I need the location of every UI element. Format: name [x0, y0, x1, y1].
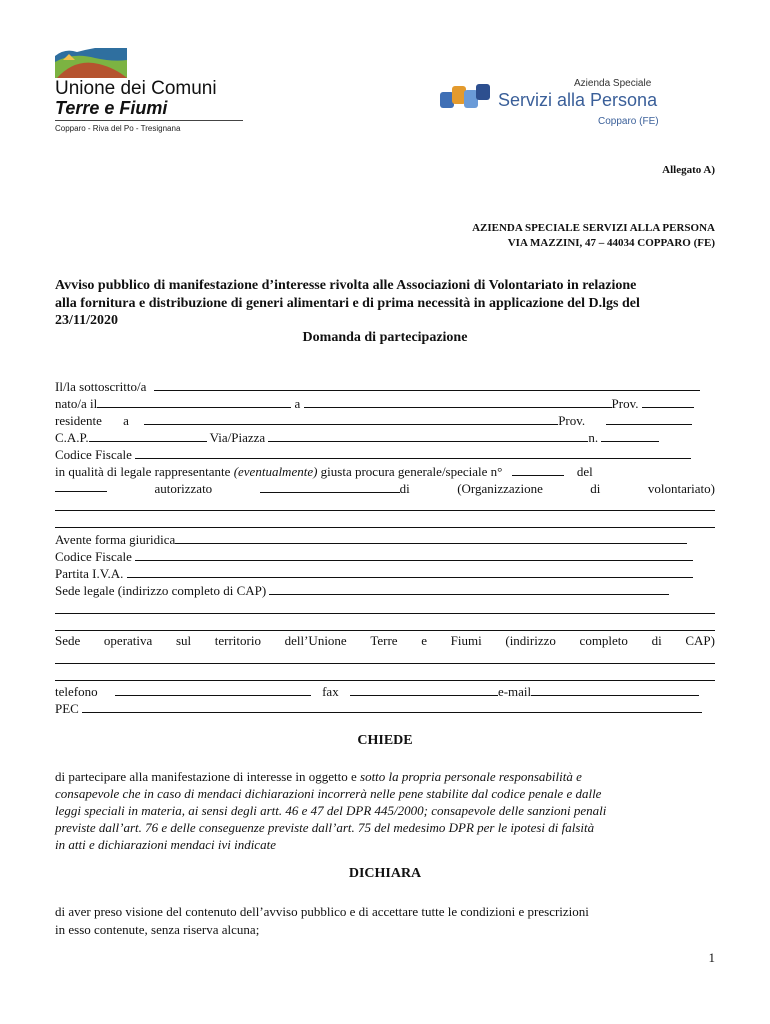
- input-street-number[interactable]: [601, 430, 659, 442]
- label-resident: residente: [55, 413, 102, 428]
- section-heading-declaration: DICHIARA: [348, 866, 422, 881]
- label-operative-word: Sede: [55, 633, 81, 648]
- input-birth-province[interactable]: [642, 396, 694, 408]
- label-resident-in: a: [123, 413, 129, 428]
- label-organization: (Organizzazione: [457, 481, 543, 496]
- form-row-vat: [55, 565, 715, 583]
- label-authorized: autorizzato: [154, 481, 213, 496]
- label-postcode: C.A.P.: [55, 430, 89, 445]
- form-row-registered-office: [55, 582, 715, 600]
- label-born-on: nato/a il: [55, 396, 98, 411]
- request-text-line1b: sotto la propria personale responsabilità e: [360, 769, 582, 784]
- form-row-birth: [55, 395, 715, 413]
- input-power-number[interactable]: [512, 464, 564, 476]
- label-phone: telefono: [55, 684, 98, 699]
- label-operative-word: Terre: [370, 633, 398, 648]
- label-operative-word: dell’Unione: [284, 633, 347, 648]
- form-row-address: [55, 429, 715, 447]
- asp-logo: [438, 78, 678, 134]
- input-authorized-by[interactable]: [260, 481, 400, 493]
- input-vat[interactable]: [127, 566, 693, 578]
- input-undersigned[interactable]: [154, 379, 700, 391]
- input-registered-office[interactable]: [269, 583, 669, 595]
- label-vat: Partita I.V.A.: [55, 566, 124, 581]
- input-tax-code[interactable]: [135, 447, 691, 459]
- input-organization-line1[interactable]: [55, 510, 715, 511]
- label-operative-word: completo: [579, 633, 628, 648]
- asp-logo-city: Copparo (FE): [598, 116, 659, 127]
- label-of-2: di: [590, 481, 601, 496]
- label-operative-word: (indirizzo: [505, 633, 556, 648]
- form-row-org-tax-code: [55, 548, 715, 566]
- input-registered-office-line3[interactable]: [55, 630, 715, 631]
- label-pec: PEC: [55, 701, 79, 716]
- form-row-tax-code: [55, 446, 715, 464]
- label-registered-office: Sede legale (indirizzo completo di CAP): [55, 583, 267, 598]
- union-logo-graphic: [55, 48, 127, 80]
- request-text-line5: in atti e dichiarazioni mendaci ivi indicate: [55, 837, 276, 852]
- label-operative-word: operativa: [103, 633, 153, 648]
- label-of: di: [399, 481, 410, 496]
- form-row-contacts: [55, 683, 715, 701]
- label-street-number: n.: [588, 430, 599, 445]
- request-paragraph: [55, 768, 715, 853]
- input-birth-place[interactable]: [304, 396, 612, 408]
- form-row-operative-office: [55, 632, 715, 650]
- input-power-date[interactable]: [55, 480, 107, 492]
- union-logo-name: Unione dei Comuni: [55, 78, 217, 99]
- label-power-date: del: [576, 464, 593, 479]
- request-text-line2: consapevole che in caso di mendaci dichiarazioni incorrerà nelle pene stabilite dal codice penale e dalle: [55, 786, 602, 801]
- form-row-undersigned: [55, 378, 715, 396]
- document-subtitle: Domanda di partecipazione: [302, 330, 468, 345]
- request-text-line3: leggi speciali in materia, ai sensi degli artt. 46 e 47 del DPR 445/2000; consapevole delle sanzioni penali: [55, 803, 607, 818]
- section-heading-request: CHIEDE: [357, 733, 413, 748]
- recipient-name: AZIENDA SPECIALE SERVIZI ALLA PERSONA: [472, 222, 715, 234]
- input-organization-line2[interactable]: [55, 527, 715, 528]
- attachment-label: Allegato A): [662, 164, 715, 176]
- input-residence-province[interactable]: [606, 413, 692, 425]
- input-pec[interactable]: [82, 701, 702, 713]
- label-birth-province: Prov.: [611, 396, 639, 411]
- label-operative-word: di: [651, 633, 662, 648]
- input-residence-city[interactable]: [144, 413, 558, 425]
- label-optional: (eventualmente): [233, 464, 318, 479]
- input-phone[interactable]: [115, 684, 311, 696]
- union-logo-subname: Terre e Fiumi: [55, 98, 168, 118]
- label-undersigned: Il/la sottoscritto/a: [55, 379, 147, 394]
- input-email[interactable]: [531, 684, 699, 696]
- union-logo-towns: Copparo - Riva del Po - Tresignana: [55, 124, 181, 133]
- notice-title-line3: 23/11/2020: [55, 313, 119, 328]
- label-legal-form: Avente forma giuridica: [55, 532, 176, 547]
- label-operative-word: sul: [175, 633, 192, 648]
- input-legal-form[interactable]: [175, 532, 687, 544]
- input-fax[interactable]: [350, 684, 498, 696]
- recipient-address: VIA MAZZINI, 47 – 44034 COPPARO (FE): [507, 237, 715, 249]
- union-logo: [55, 48, 245, 138]
- asp-logo-line1: Azienda Speciale: [574, 78, 652, 89]
- label-volunteering: volontariato): [647, 481, 715, 496]
- declaration-text-line2: in esso contenute, senza riserva alcuna;: [55, 922, 260, 937]
- form-row-authorized: [55, 480, 715, 498]
- label-tax-code: Codice Fiscale: [55, 447, 132, 462]
- input-birth-date[interactable]: [97, 396, 291, 408]
- label-email: e-mail: [497, 684, 532, 699]
- label-born-at: a: [294, 396, 301, 411]
- label-street: Via/Piazza: [209, 430, 266, 445]
- input-registered-office-line2[interactable]: [55, 613, 715, 614]
- input-org-tax-code[interactable]: [135, 549, 693, 561]
- form-row-legal-rep: [55, 463, 715, 481]
- label-operative-word: e: [421, 633, 427, 648]
- input-street[interactable]: [268, 430, 588, 442]
- form-row-pec: [55, 700, 715, 718]
- label-power-of-attorney: giusta procura generale/speciale n°: [317, 464, 503, 479]
- form-row-residence: [55, 412, 715, 430]
- request-text-line4: previste dall’art. 76 e delle conseguenze previste dall’art. 75 del medesimo DPR per le ipotesi di falsità: [55, 820, 595, 835]
- asp-logo-name: Servizi alla Persona: [498, 90, 658, 110]
- union-logo-divider: [55, 120, 243, 121]
- label-fax: fax: [322, 684, 339, 699]
- declaration-text-line1: di aver preso visione del contenuto dell’avviso pubblico e di accettare tutte le condizioni e prescrizioni: [55, 904, 589, 919]
- label-operative-word: CAP): [685, 633, 715, 648]
- page-number: 1: [708, 950, 715, 965]
- request-text-line1a: di partecipare alla manifestazione di interesse in oggetto e: [55, 769, 361, 784]
- label-operative-word: Fiumi: [450, 633, 482, 648]
- input-operative-office-line2[interactable]: [55, 680, 715, 681]
- label-operative-word: territorio: [214, 633, 261, 648]
- label-legal-rep: in qualità di legale rappresentante: [55, 464, 234, 479]
- asp-logo-icon: [438, 82, 494, 116]
- notice-title-line1: Avviso pubblico di manifestazione d’interesse rivolta alle Associazioni di Volontariato in relazione: [55, 278, 637, 293]
- label-org-tax-code: Codice Fiscale: [55, 549, 132, 564]
- input-operative-office-line1[interactable]: [55, 663, 715, 664]
- input-postcode[interactable]: [89, 430, 207, 442]
- notice-title-line2: alla fornitura e distribuzione di generi alimentari e di prima necessità in applicazione del D.lgs del: [55, 296, 640, 311]
- form-row-legal-form: [55, 531, 715, 549]
- declaration-paragraph: [55, 903, 715, 938]
- label-residence-province: Prov.: [558, 413, 586, 428]
